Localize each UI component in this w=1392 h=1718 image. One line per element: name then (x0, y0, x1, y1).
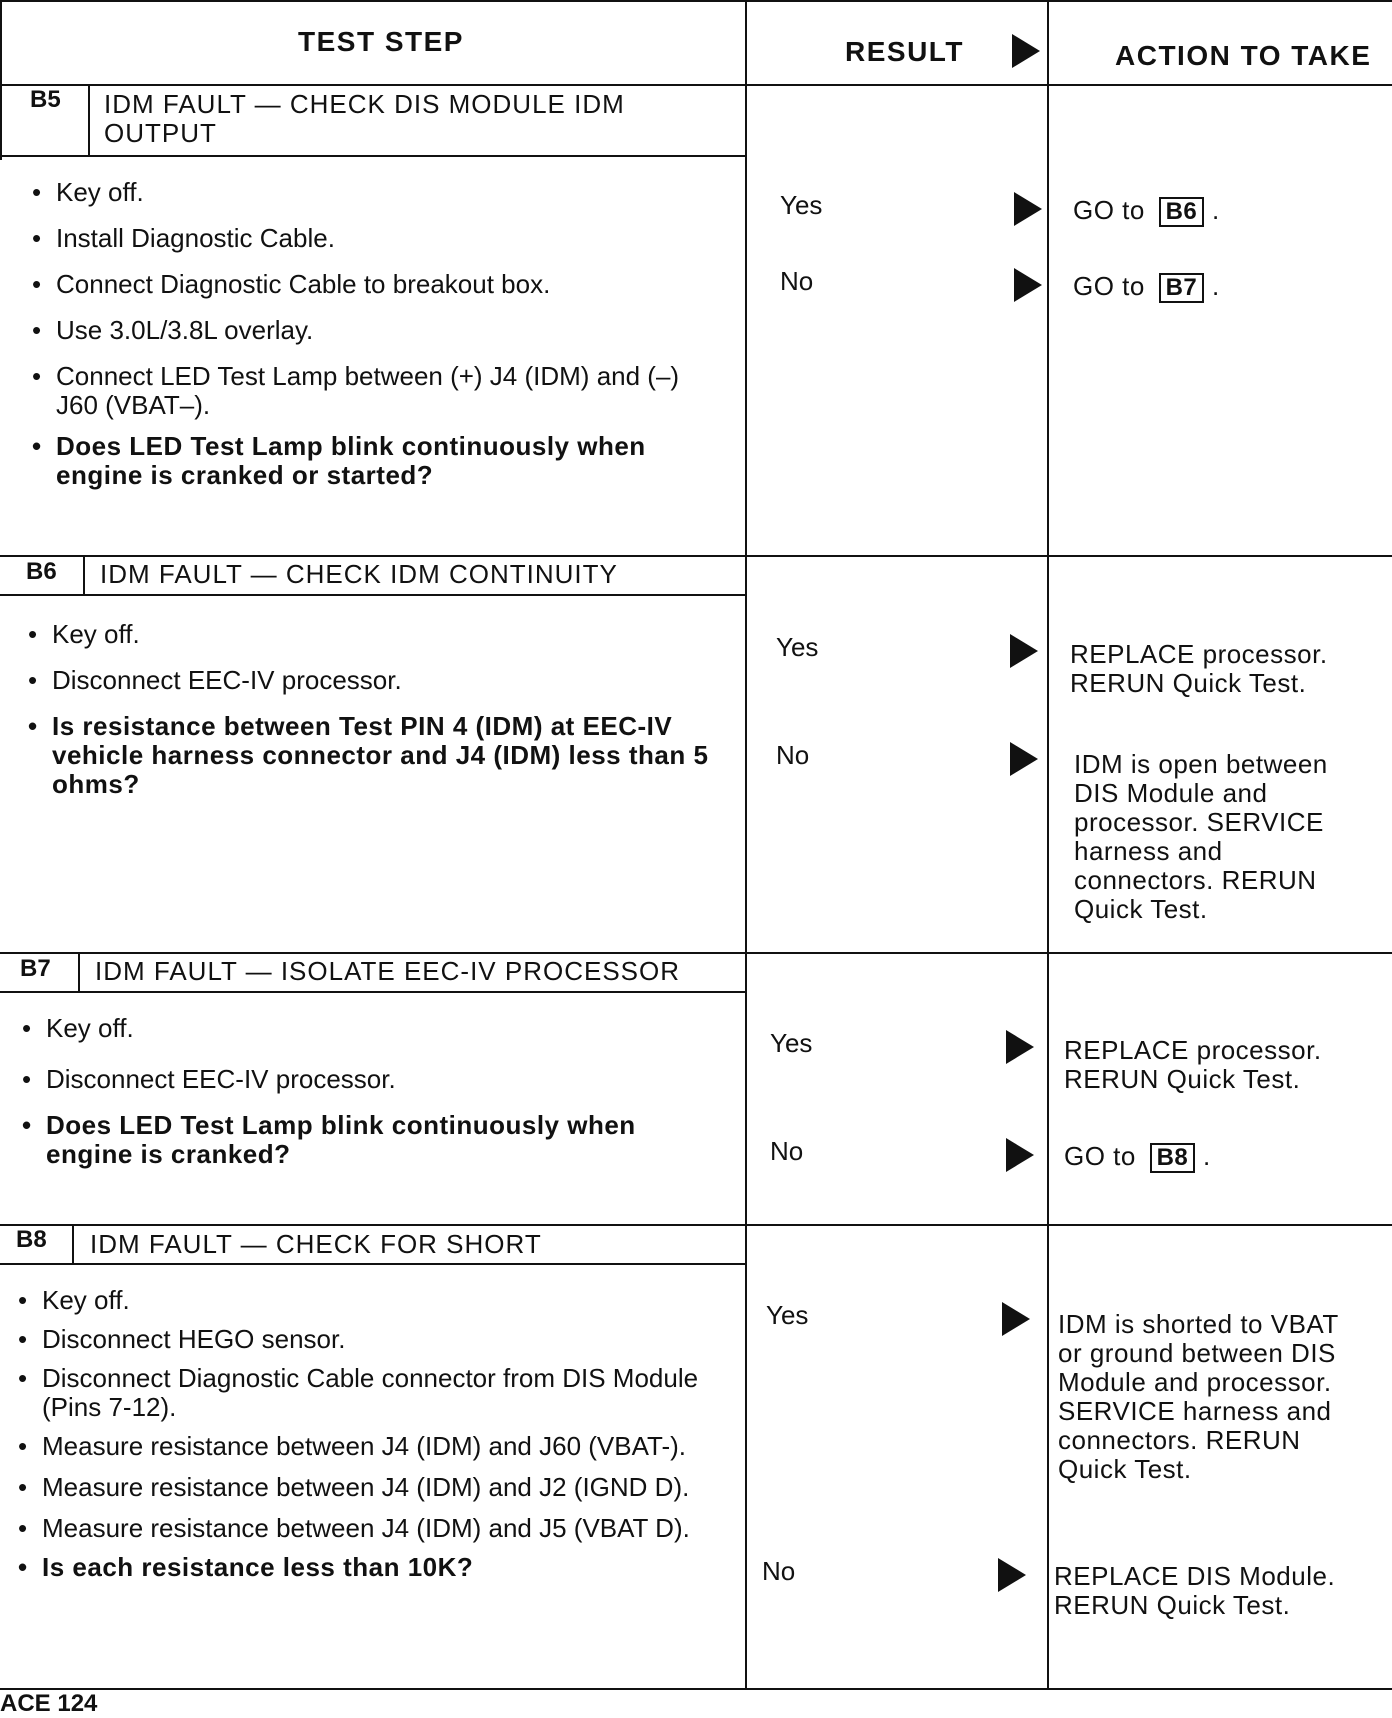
result-no: No (780, 266, 814, 296)
step-title: IDM FAULT — CHECK IDM CONTINUITY (100, 559, 618, 589)
step-id-divider (78, 952, 80, 992)
step-title-rule (0, 1263, 747, 1265)
result-arrow-icon (1010, 742, 1038, 776)
action-text: REPLACE processor. RERUN Quick Test. (1064, 1035, 1322, 1094)
result-yes: Yes (780, 190, 823, 220)
action-text: REPLACE DIS Module. RERUN Quick Test. (1054, 1561, 1336, 1620)
header-result: RESULT (845, 36, 964, 67)
table-top-border (0, 0, 1392, 2)
bullet-item: • Measure resistance between J4 (IDM) and J60 (VBAT-). (16, 1432, 716, 1461)
step-bullets (26, 620, 716, 799)
header-test-step: TEST STEP (298, 26, 464, 57)
action-text: REPLACE processor. RERUN Quick Test. (1070, 639, 1328, 698)
table-left-border (0, 0, 2, 160)
result-no: No (776, 740, 810, 770)
step-top-rule (0, 952, 1392, 954)
bullet-question: • Does LED Test Lamp blink continuously when engine is cranked? (20, 1111, 720, 1169)
step-id: B8 (16, 1226, 47, 1253)
step-id: B5 (30, 86, 61, 113)
header-action: ACTION TO TAKE (1115, 40, 1372, 71)
header-bottom-rule (0, 84, 1392, 86)
action-goto: GO to B7 . (1073, 271, 1220, 301)
result-yes: Yes (766, 1300, 809, 1330)
step-title-rule (0, 991, 747, 993)
bullet-item: • Measure resistance between J4 (IDM) and J2 (IGND D). (16, 1473, 716, 1502)
result-arrow-icon (1010, 634, 1038, 668)
bullet-question: • Is each resistance less than 10K? (16, 1553, 716, 1582)
result-arrow-icon (1006, 1030, 1034, 1064)
bullet-item: • Install Diagnostic Cable. (30, 224, 710, 253)
bullet-item: • Measure resistance between J4 (IDM) and J5 (VBAT D). (16, 1514, 716, 1543)
step-bullets (20, 1014, 720, 1169)
bullet-item: • Disconnect HEGO sensor. (16, 1325, 716, 1354)
bullet-item: • Connect Diagnostic Cable to breakout box. (30, 270, 710, 299)
result-yes: Yes (770, 1028, 813, 1058)
bullet-item: • Key off. (26, 620, 716, 649)
bullet-question: • Does LED Test Lamp blink continuously when engine is cranked or started? (30, 432, 710, 490)
bullet-item: • Key off. (16, 1286, 716, 1315)
result-arrow-icon (1014, 192, 1042, 226)
action-goto: GO to B6 . (1073, 195, 1220, 225)
step-title-rule (0, 594, 747, 596)
result-no: No (770, 1136, 804, 1166)
step-bullets (16, 1286, 716, 1582)
header-arrow-icon (1012, 34, 1040, 68)
page-footer: ACE 124 (0, 1690, 98, 1717)
step-title: IDM FAULT — ISOLATE EEC-IV PROCESSOR (95, 956, 680, 986)
step-id-divider (83, 555, 85, 595)
step-top-rule (0, 555, 1392, 557)
step-id-divider (72, 1224, 74, 1264)
result-arrow-icon (1014, 268, 1042, 302)
step-ref-b8[interactable]: B8 (1150, 1143, 1196, 1173)
step-bullets (30, 178, 710, 490)
result-arrow-icon (1002, 1302, 1030, 1336)
bullet-item: • Use 3.0L/3.8L overlay. (30, 316, 710, 345)
step-top-rule (0, 1224, 1392, 1226)
column-divider-action (1047, 0, 1049, 1690)
step-id: B7 (20, 955, 51, 982)
result-arrow-icon (998, 1558, 1026, 1592)
step-title: IDM FAULT — CHECK FOR SHORT (90, 1229, 542, 1259)
result-yes: Yes (776, 632, 819, 662)
bullet-question: • Is resistance between Test PIN 4 (IDM) at EEC-IV vehicle harness connector and J4 (IDM) less than 5 ohms? (26, 712, 716, 799)
column-divider-result (745, 0, 747, 1690)
bullet-item: • Key off. (30, 178, 710, 207)
step-id: B6 (26, 558, 57, 585)
step-title-rule (0, 155, 747, 157)
action-goto: GO to B8 . (1064, 1141, 1211, 1171)
result-arrow-icon (1006, 1138, 1034, 1172)
bullet-item: • Key off. (20, 1014, 720, 1043)
table-bottom-border (0, 1688, 1392, 1690)
bullet-item: • Disconnect Diagnostic Cable connector from DIS Module (Pins 7-12). (16, 1364, 716, 1422)
bullet-item: • Disconnect EEC-IV processor. (26, 666, 716, 695)
step-title: IDM FAULT — CHECK DIS MODULE IDM OUTPUT (104, 89, 625, 148)
result-no: No (762, 1556, 796, 1586)
step-ref-b7[interactable]: B7 (1159, 273, 1205, 303)
step-id-divider (88, 84, 90, 156)
bullet-item: • Disconnect EEC-IV processor. (20, 1065, 720, 1094)
action-text: IDM is open between DIS Module and processor. SERVICE harness and connectors. RERUN Quick Test. (1074, 749, 1328, 924)
step-ref-b6[interactable]: B6 (1159, 197, 1205, 227)
action-text: IDM is shorted to VBAT or ground between DIS Module and processor. SERVICE harness and connectors. RERUN Quick Test. (1058, 1309, 1339, 1484)
bullet-item: • Connect LED Test Lamp between (+) J4 (IDM) and (–) J60 (VBAT–). (30, 362, 710, 420)
